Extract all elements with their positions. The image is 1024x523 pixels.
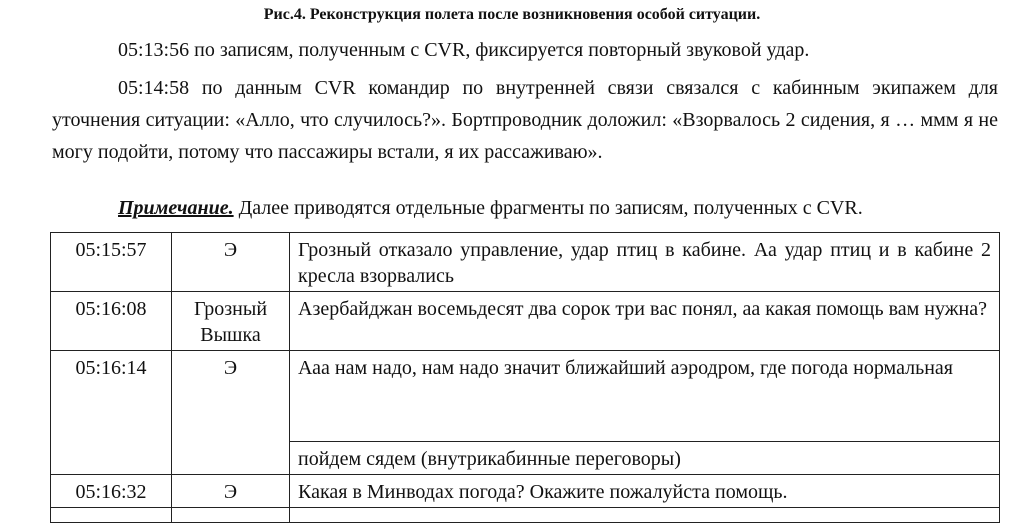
note-label: Примечание. [118, 197, 234, 219]
time-cell: 05:16:14 [51, 351, 172, 475]
paragraph-2: 05:14:58 по данным CVR командир по внутренней связи связался с кабинным экипажем для уточнения ситуации: «Алло, что случилось?». Бортпроводник доложил: «Взорвалось 2 сидения, я … ммм я не могу подойти, потому что пассажиры встали, я их рассаживаю». [52, 77, 998, 163]
note-text: Далее приводятся отдельные фрагменты по записям, полученных с CVR. [233, 197, 863, 219]
speaker-cell: Э [172, 233, 290, 292]
message-cell: Какая в Минводах погода? Окажите пожалуйста помощь. [290, 475, 1000, 508]
speaker-cell: Э [172, 351, 290, 475]
time-cell [51, 508, 172, 523]
speaker-cell [172, 508, 290, 523]
speaker-cell: Грозный Вышка [172, 292, 290, 351]
message-cell: пойдем сядем (внутрикабинные переговоры) [290, 442, 1000, 475]
table-row [51, 292, 1000, 351]
table-row-cut-off [51, 508, 1000, 523]
speaker-cell: Э [172, 475, 290, 508]
message-cell [290, 508, 1000, 523]
paragraph-1: 05:13:56 по записям, полученным с CVR, фиксируется повторный звуковой удар. [118, 39, 810, 61]
time-cell: 05:16:08 [51, 292, 172, 351]
table-row [51, 351, 1000, 442]
table-row [51, 233, 1000, 292]
message-cell: Азербайджан восемьдесят два сорок три вас понял, аа какая помощь вам нужна? [290, 292, 1000, 351]
cvr-transcript-table [50, 232, 1000, 523]
time-cell: 05:16:32 [51, 475, 172, 508]
note-paragraph [52, 192, 998, 224]
message-cell: Ааа нам надо, нам надо значит ближайший аэродром, где погода нормальная [290, 351, 1000, 442]
message-cell: Грозный отказало управление, удар птиц в кабине. Аа удар птиц и в кабине 2 кресла взорвались [290, 233, 1000, 292]
table-row [51, 475, 1000, 508]
figure-caption: Рис.4. Реконструкция полета после возникновения особой ситуации. [263, 6, 761, 23]
time-cell: 05:15:57 [51, 233, 172, 292]
